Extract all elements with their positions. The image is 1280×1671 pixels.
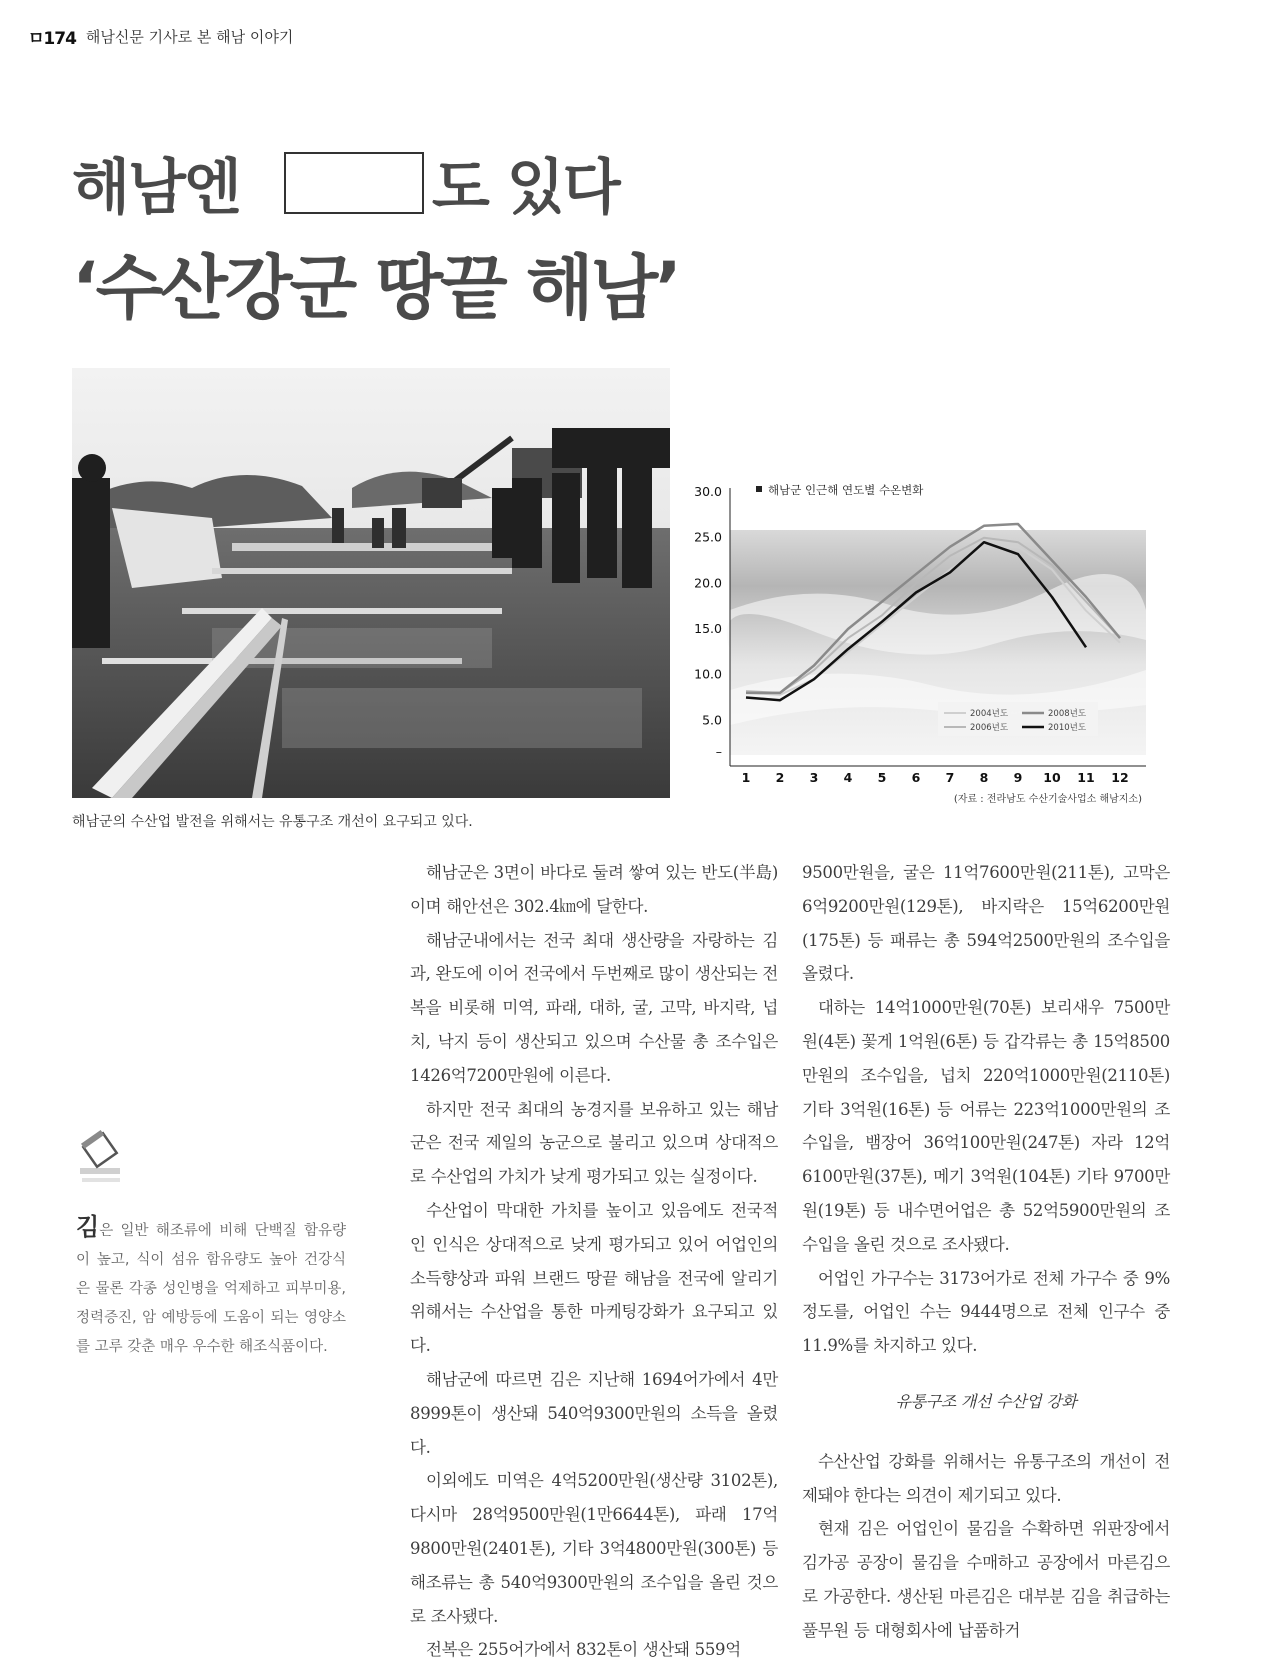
sidebar-note-text: 은 일반 해조류에 비해 단백질 함유량이 높고, 식이 섬유 함유량도 높아 건강식은 물론 각종 성인병을 억제하고 피부미용, 정력증진, 암 예방등에 도움이 되는 영양소를 고루 갖춘 매우 우수한 해조식품이다. [76, 1223, 346, 1355]
x-tick-label: 6 [911, 770, 921, 785]
y-tick-label: – [715, 744, 722, 759]
x-tick-label: 8 [979, 770, 989, 785]
page-number: ㅁ174 [28, 29, 76, 49]
y-tick-label: 5.0 [702, 712, 722, 728]
x-tick-label: 11 [1077, 770, 1095, 785]
chart-legend [938, 702, 1098, 736]
page-header [28, 24, 293, 49]
x-tick-label: 9 [1013, 770, 1023, 785]
x-tick-label: 7 [945, 770, 955, 785]
water-temperature-chart [690, 470, 1146, 810]
article-column-left [410, 856, 778, 1667]
article-paragraph: 현재 김은 어업인이 물김을 수확하면 위판장에서 김가공 공장이 물김을 수매하고 공장에서 마른김으로 가공한다. 생산된 마른김은 대부분 김을 취급하는 풀무원 등 대형회사에 납품하거 [802, 1519, 1170, 1640]
chart-title: 해남군 인근해 연도별 수온변화 [768, 483, 924, 497]
x-tick-label: 5 [877, 770, 887, 785]
running-title: 해남신문 기사로 본 해남 이야기 [85, 28, 294, 46]
headline-blank-box [284, 152, 424, 214]
sidebar-dropcap: 김 [76, 1213, 100, 1241]
article-column-right [802, 856, 1170, 1648]
legend-label: 2010년도 [1048, 723, 1087, 733]
headline-prefix: 해남엔 [72, 153, 240, 223]
y-tick-label: 10.0 [694, 666, 722, 682]
y-tick-label: 25.0 [694, 529, 722, 545]
article-paragraph: 대하는 14억1000만원(70톤) 보리새우 7500만원(4톤) 꽃게 1억원(6톤) 등 갑각류는 총 15억8500만원의 조수입을, 넙치 220억1000만원(2110톤) 기타 3억원(16톤) 등 어류는 223억1000만원의 조수입을, 뱀장어 36억100만원(247톤) 자라 12억6100만원(37톤), 메기 3억원(104톤) 기타 9700만원(19톤) 등 내수면어업은 총 52억5900만원의 조수입을 올린 것으로 조사됐다. [802, 998, 1170, 1254]
x-tick-label: 12 [1111, 770, 1129, 785]
x-tick-label: 10 [1043, 770, 1061, 785]
article-subheading: 유통구조 개선 수산업 강화 [895, 1391, 1077, 1411]
article-paragraph: 해남군은 3면이 바다로 둘려 쌓여 있는 반도(半島)이며 해안선은 302.4㎞에 달한다. [410, 863, 778, 916]
y-tick-label: 30.0 [694, 484, 722, 499]
legend-label: 2004년도 [970, 709, 1009, 719]
chart-source: (자료 : 전라남도 수산기술사업소 해남지소) [953, 794, 1142, 805]
headline-line-2: ‘수산강군 땅끝 해남’ [72, 247, 679, 329]
headline-line-1 [72, 140, 619, 226]
x-tick-label: 3 [809, 770, 819, 785]
y-tick-label: 20.0 [694, 575, 722, 591]
headline-suffix: 도 있다 [431, 153, 619, 223]
photo-caption: 해남군의 수산업 발전을 위해서는 유통구조 개선이 요구되고 있다. [72, 814, 473, 830]
sidebar-note [76, 1213, 346, 1362]
article-paragraph: 어업인 가구수는 3173어가로 전체 가구수 중 9% 정도를, 어업인 수는 9444명으로 전체 인구수 중 11.9%를 차지하고 있다. [802, 1268, 1170, 1356]
pencil-note-icon [78, 1128, 126, 1192]
article-paragraph: 수산산업 강화를 위해서는 유통구조의 개선이 전제돼야 한다는 의견이 제기되고 있다. [802, 1451, 1170, 1505]
x-tick-label: 2 [775, 770, 785, 785]
article-paragraph: 수산업이 막대한 가치를 높이고 있음에도 전국적인 인식은 상대적으로 낮게 평가되고 있어 어업인의 소득향상과 파워 브랜드 땅끝 해남을 전국에 알리기 위해서는 수산업을 통한 마케팅강화가 요구되고 있다. [410, 1200, 778, 1356]
article-paragraph: 해남군에 따르면 김은 지난해 1694어가에서 4만8999톤이 생산돼 540억9300만원의 소득을 올렸다. [410, 1369, 778, 1457]
article-paragraph: 이외에도 미역은 4억5200만원(생산량 3102톤), 다시마 28억9500만원(1만6644톤), 파래 17억9800만원(2401톤), 기타 3억4800만원(300톤) 등 해조류는 총 540억9300만원의 조수입을 올린 것으로 조사됐다. [410, 1471, 778, 1626]
fish-farm-photo [72, 368, 670, 798]
legend-label: 2006년도 [970, 723, 1009, 733]
article-paragraph: 하지만 전국 최대의 농경지를 보유하고 있는 해남군은 전국 제일의 농군으로 불리고 있으며 상대적으로 수산업의 가치가 낮게 평가되고 있는 실정이다. [410, 1099, 778, 1187]
article-paragraph: 전복은 255어가에서 832톤이 생산돼 559억 [426, 1640, 741, 1660]
article-paragraph: 9500만원을, 굴은 11억7600만원(211톤), 고막은 6억9200만원(129톤), 바지락은 15억6200만원(175톤) 등 패류는 총 594억2500만원의 조수입을 올렸다. [802, 863, 1170, 984]
chart-title-marker [756, 486, 762, 492]
x-tick-label: 4 [843, 770, 853, 785]
article-paragraph: 해남군내에서는 전국 최대 생산량을 자랑하는 김과, 완도에 이어 전국에서 두번째로 많이 생산되는 전복을 비롯해 미역, 파래, 대하, 굴, 고막, 바지락, 넙치, 낙지 등이 생산되고 있으며 수산물 총 조수입은 1426억7200만원에 이른다. [410, 930, 778, 1085]
y-tick-label: 15.0 [694, 621, 722, 636]
x-tick-label: 1 [741, 770, 751, 785]
legend-label: 2008년도 [1048, 709, 1087, 719]
